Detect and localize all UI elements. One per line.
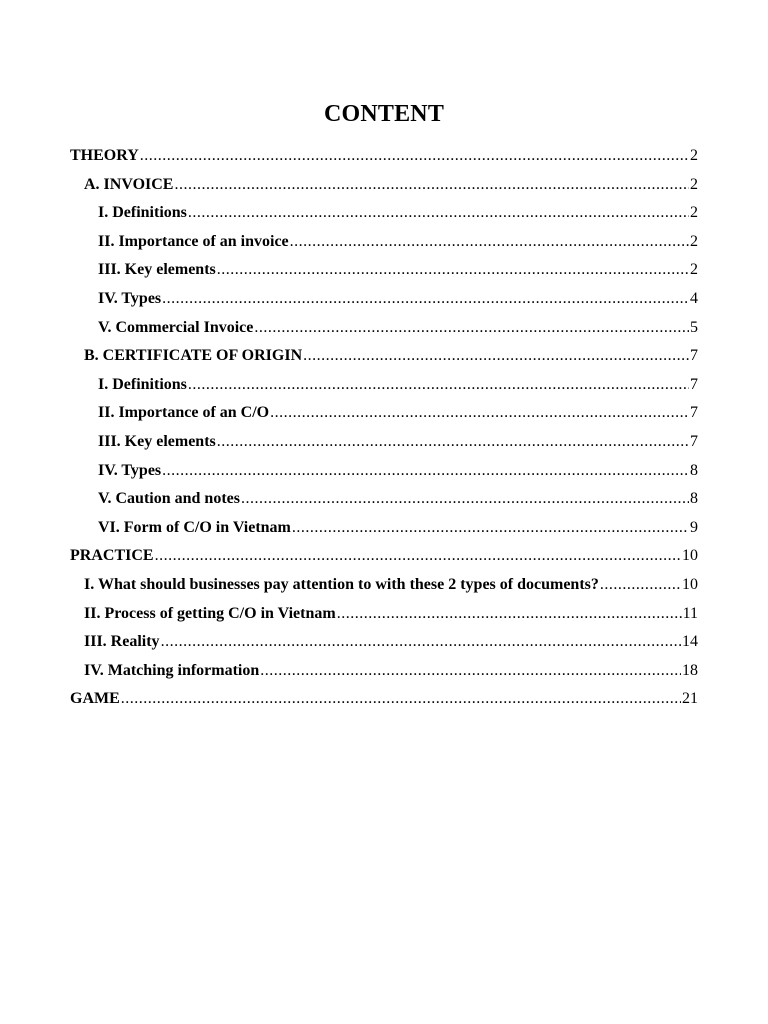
- toc-entry-label: V. Commercial Invoice: [98, 318, 254, 336]
- toc-dot-leader: [140, 147, 689, 165]
- toc-entry-label: IV. Matching information: [84, 661, 260, 679]
- page-title: CONTENT: [323, 101, 445, 127]
- toc-entry-page-number: 11: [682, 604, 698, 622]
- toc-entry[interactable]: [70, 261, 698, 290]
- toc-entry-label: I. Definitions: [98, 375, 187, 393]
- toc-entry-page-number: 8: [690, 461, 698, 479]
- toc-dot-leader: [188, 376, 689, 394]
- toc-dot-leader: [162, 462, 689, 480]
- toc-dot-leader: [188, 204, 689, 222]
- toc-entry[interactable]: [70, 376, 698, 405]
- toc-entry[interactable]: [70, 605, 698, 634]
- toc-entry-label: A. INVOICE: [84, 175, 174, 193]
- toc-dot-leader: [270, 404, 689, 422]
- toc-entry-page-number: 8: [690, 490, 698, 508]
- toc-entry[interactable]: [70, 147, 698, 176]
- toc-entry-page-number: 7: [690, 347, 698, 365]
- toc-entry-label: II. Importance of an C/O: [98, 404, 270, 422]
- toc-entry[interactable]: [70, 633, 698, 662]
- toc-entry[interactable]: [70, 204, 698, 233]
- toc-entry-page-number: 2: [690, 204, 698, 222]
- toc-entry-label: III. Key elements: [98, 432, 216, 450]
- toc-entry-label: PRACTICE: [70, 547, 154, 565]
- toc-entry-label: II. Process of getting C/O in Vietnam: [84, 604, 336, 622]
- toc-dot-leader: [162, 290, 689, 308]
- toc-dot-leader: [241, 490, 689, 508]
- toc-entry-page-number: 21: [682, 690, 698, 708]
- toc-entry-page-number: 7: [690, 404, 698, 422]
- toc-dot-leader: [260, 662, 681, 680]
- toc-entry-label: VI. Form of C/O in Vietnam: [98, 518, 291, 536]
- toc-dot-leader: [303, 347, 689, 365]
- toc-entry-label: III. Reality: [84, 633, 160, 651]
- table-of-contents: [70, 147, 698, 719]
- toc-entry[interactable]: [70, 347, 698, 376]
- toc-entry-page-number: 2: [690, 261, 698, 279]
- toc-dot-leader: [121, 690, 681, 708]
- toc-dot-leader: [155, 547, 681, 565]
- toc-entry[interactable]: [70, 404, 698, 433]
- toc-entry-label: B. CERTIFICATE OF ORIGIN: [84, 347, 303, 365]
- toc-entry[interactable]: [70, 233, 698, 262]
- toc-entry-label: I. What should businesses pay attention to with these 2 types of documents?: [84, 575, 599, 593]
- toc-entry[interactable]: [70, 433, 698, 462]
- toc-entry[interactable]: [70, 462, 698, 491]
- toc-entry-page-number: 5: [690, 318, 698, 336]
- toc-entry-page-number: 4: [690, 289, 698, 307]
- toc-dot-leader: [161, 633, 681, 651]
- toc-entry-page-number: 9: [690, 518, 698, 536]
- toc-dot-leader: [600, 576, 681, 594]
- toc-dot-leader: [292, 519, 689, 537]
- toc-entry-page-number: 2: [690, 175, 698, 193]
- toc-entry[interactable]: [70, 290, 698, 319]
- toc-entry-page-number: 10: [682, 575, 698, 593]
- toc-entry-page-number: 7: [690, 375, 698, 393]
- toc-entry-label: IV. Types: [98, 289, 162, 307]
- toc-entry-page-number: 10: [682, 547, 698, 565]
- toc-entry[interactable]: [70, 490, 698, 519]
- toc-entry-label: V. Caution and notes: [98, 490, 240, 508]
- toc-entry[interactable]: [70, 690, 698, 719]
- toc-entry-label: THEORY: [70, 147, 139, 164]
- toc-entry[interactable]: [70, 319, 698, 348]
- toc-entry-page-number: 2: [690, 147, 698, 164]
- toc-entry-page-number: 18: [682, 661, 698, 679]
- toc-entry[interactable]: [70, 176, 698, 205]
- toc-entry[interactable]: [70, 662, 698, 691]
- toc-entry-page-number: 14: [682, 633, 698, 651]
- toc-entry-label: I. Definitions: [98, 204, 187, 222]
- toc-dot-leader: [337, 605, 682, 623]
- toc-entry[interactable]: [70, 576, 698, 605]
- toc-dot-leader: [254, 319, 689, 337]
- toc-entry[interactable]: [70, 519, 698, 548]
- toc-entry[interactable]: [70, 547, 698, 576]
- toc-entry-label: GAME: [70, 690, 120, 708]
- toc-entry-page-number: 2: [690, 232, 698, 250]
- toc-entry-label: II. Importance of an invoice: [98, 232, 289, 250]
- toc-dot-leader: [290, 233, 689, 251]
- toc-entry-label: IV. Types: [98, 461, 162, 479]
- toc-entry-page-number: 7: [690, 432, 698, 450]
- toc-dot-leader: [217, 261, 689, 279]
- toc-entry-label: III. Key elements: [98, 261, 216, 279]
- toc-dot-leader: [174, 176, 689, 194]
- toc-dot-leader: [217, 433, 689, 451]
